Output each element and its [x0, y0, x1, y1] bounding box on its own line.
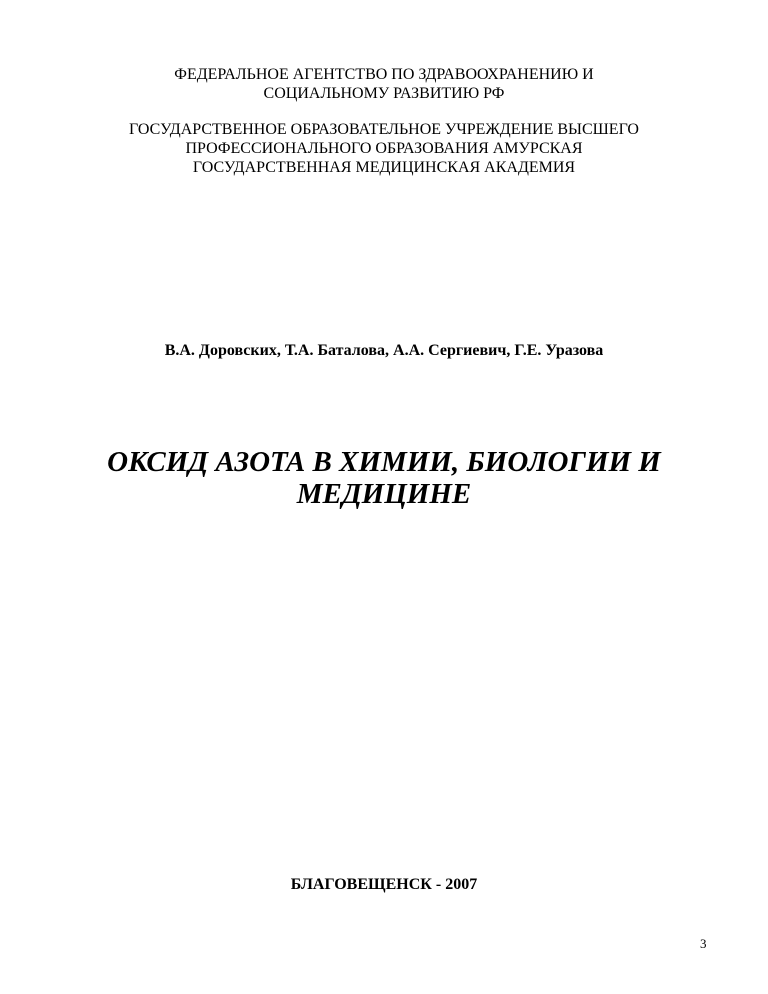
- city-year: БЛАГОВЕЩЕНСК - 2007: [290, 876, 478, 893]
- book-title-line-2: МЕДИЦИНЕ: [296, 478, 472, 510]
- institution-line-3: ГОСУДАРСТВЕННАЯ МЕДИЦИНСКАЯ АКАДЕМИЯ: [192, 159, 576, 176]
- page-number: 3: [700, 936, 707, 951]
- authors: В.А. Доровских, Т.А. Баталова, А.А. Сергиевич, Г.Е. Уразова: [164, 342, 604, 359]
- book-title-line-1: ОКСИД АЗОТА В ХИМИИ, БИОЛОГИИ И: [107, 446, 661, 478]
- agency-line-1: ФЕДЕРАЛЬНОЕ АГЕНТСТВО ПО ЗДРАВООХРАНЕНИЮ И: [174, 66, 594, 83]
- institution-line-2: ПРОФЕССИОНАЛЬНОГО ОБРАЗОВАНИЯ АМУРСКАЯ: [185, 140, 583, 157]
- agency-line-2: СОЦИАЛЬНОМУ РАЗВИТИЮ РФ: [263, 85, 505, 102]
- institution-line-1: ГОСУДАРСТВЕННОЕ ОБРАЗОВАТЕЛЬНОЕ УЧРЕЖДЕНИЕ ВЫСШЕГО: [129, 121, 639, 138]
